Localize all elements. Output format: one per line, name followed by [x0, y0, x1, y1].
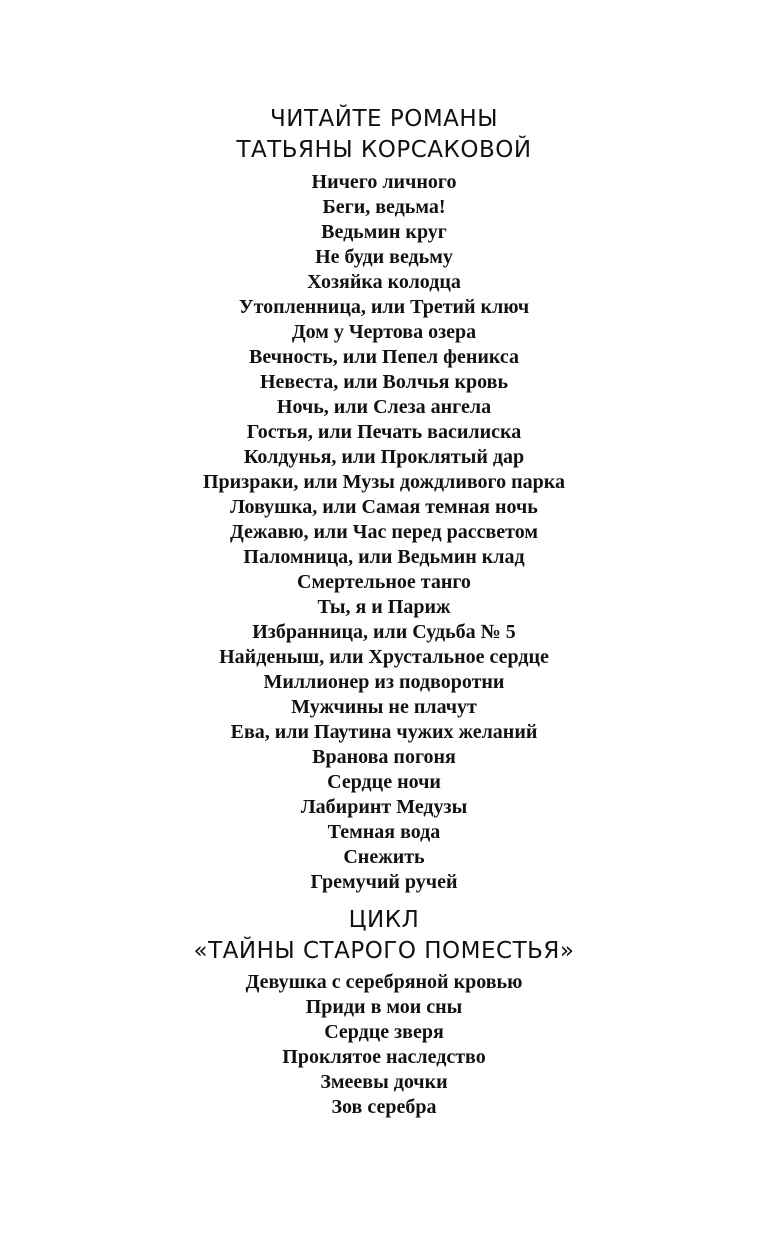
novel-title: Ничего личного	[311, 171, 457, 193]
cycle-novel-list	[0, 970, 768, 1120]
novel-title: Вечность, или Пепел феникса	[248, 346, 520, 368]
novel-title: Утопленница, или Третий ключ	[238, 296, 530, 318]
novel-title: Вранова погоня	[312, 746, 456, 768]
novel-title: Невеста, или Волчья кровь	[259, 371, 509, 393]
cycle-novel-title: Проклятое наследство	[282, 1046, 486, 1068]
novel-title: Не буди ведьму	[315, 246, 453, 268]
novel-title: Смертельное танго	[297, 571, 471, 593]
cycle-novel-title: Зов серебра	[331, 1096, 437, 1118]
cycle-heading	[0, 905, 768, 967]
author-heading	[0, 104, 768, 166]
novel-title: Темная вода	[327, 821, 441, 843]
novel-title: Мужчины не плачут	[291, 696, 477, 718]
author-heading-line-2: ТАТЬЯНЫ КОРСАКОВОЙ	[236, 137, 532, 163]
novel-title: Снежить	[343, 846, 425, 868]
cycle-novel-title: Сердце зверя	[324, 1021, 444, 1043]
novel-title: Избранница, или Судьба № 5	[252, 621, 516, 643]
cycle-novel-title: Змеевы дочки	[320, 1071, 448, 1093]
author-heading-line-1: ЧИТАЙТЕ РОМАНЫ	[270, 106, 498, 132]
novel-title: Ева, или Паутина чужих желаний	[230, 721, 538, 743]
cycle-heading-line-1: ЦИКЛ	[348, 907, 420, 933]
novel-title: Беги, ведьма!	[322, 196, 446, 218]
novel-title: Ловушка, или Самая темная ночь	[230, 496, 538, 518]
novel-title: Миллионер из подворотни	[263, 671, 505, 693]
novel-title: Хозяйка колодца	[307, 271, 461, 293]
novel-title: Гремучий ручей	[310, 871, 458, 893]
cycle-heading-line-2: «ТАЙНЫ СТАРОГО ПОМЕСТЬЯ»	[193, 938, 575, 964]
novel-list	[0, 170, 768, 895]
cycle-novel-title: Девушка с серебряной кровью	[245, 971, 523, 993]
novel-title: Ночь, или Слеза ангела	[276, 396, 492, 418]
novel-title: Найденыш, или Хрустальное сердце	[219, 646, 549, 668]
novel-title: Гостья, или Печать василиска	[246, 421, 522, 443]
novel-title: Лабиринт Медузы	[300, 796, 468, 818]
novel-title: Ведьмин круг	[321, 221, 447, 243]
novel-title: Дом у Чертова озера	[291, 321, 477, 343]
novel-title: Паломница, или Ведьмин клад	[243, 546, 525, 568]
novel-title: Дежавю, или Час перед рассветом	[230, 521, 538, 543]
cycle-novel-title: Приди в мои сны	[305, 996, 463, 1018]
novel-title: Призраки, или Музы дождливого парка	[202, 471, 566, 493]
novel-title: Сердце ночи	[327, 771, 441, 793]
novel-title: Колдунья, или Проклятый дар	[243, 446, 525, 468]
novel-title: Ты, я и Париж	[317, 596, 451, 618]
